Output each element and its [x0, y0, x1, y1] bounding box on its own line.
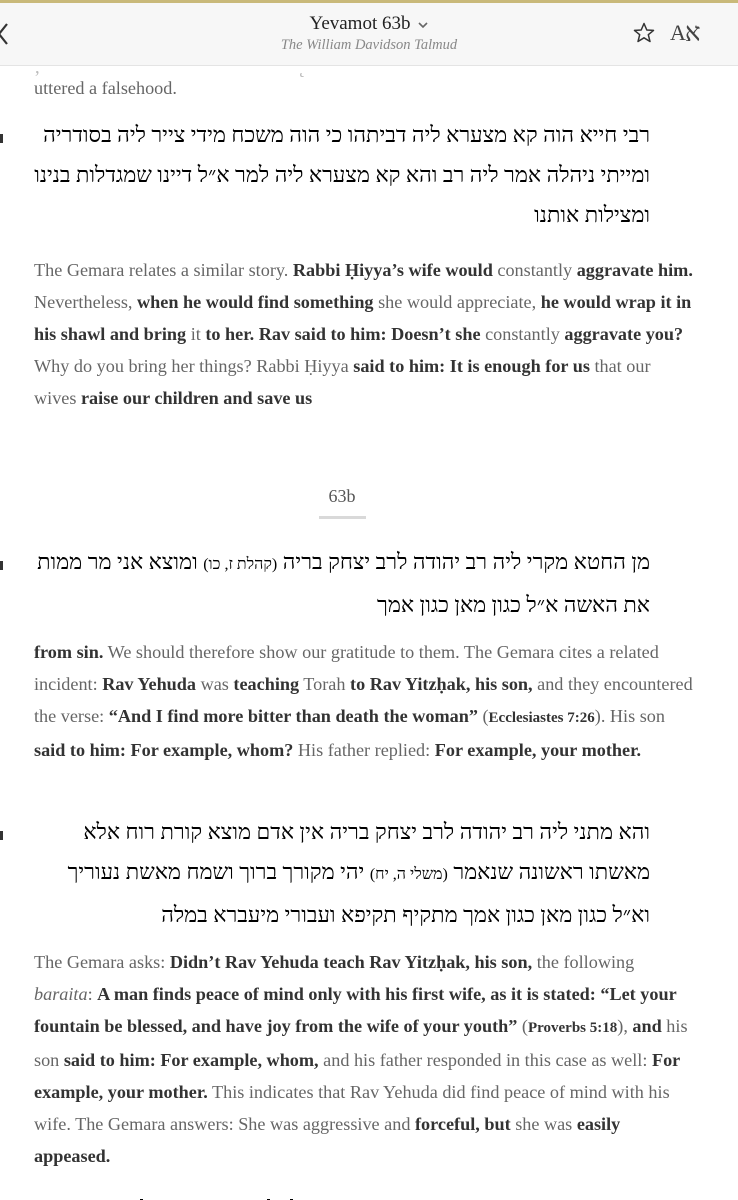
explanation-text: ( [517, 1016, 528, 1036]
bold-translation: and [632, 1016, 662, 1036]
bold-translation: For example, your mother. [34, 1050, 680, 1102]
page-title[interactable]: Yevamot 63b [309, 13, 411, 34]
font-size-icon: A [670, 20, 685, 45]
bold-translation: A man finds peace of mind only with his first wife, as it is stated: “Let your fountain be blessed, and have joy from the wife of your youth” [34, 984, 677, 1036]
explanation-text: was [196, 674, 234, 694]
hebrew-text [34, 812, 650, 935]
english-text [34, 636, 694, 766]
explanation-text: This indicates that Rav Yehuda did find peace of mind with his wife. The Gemara answers: She was aggressive and [34, 1082, 670, 1134]
section-label: 63b [328, 486, 356, 506]
hebrew-verse-reference[interactable]: (משלי ה, יח) [369, 866, 448, 883]
english-text [34, 946, 694, 1172]
app-header [0, 3, 738, 66]
explanation-text: his son [34, 1016, 688, 1070]
verse-reference-link[interactable]: Proverbs 5:18 [527, 1020, 618, 1036]
hebrew-text: רבי חייא הוה קא מצערא ליה דביתהו כי הוה משכח מידי צייר ליה בסודריה ומייתי ניהלה אמר ליה רב והא קא מצערא ליה למר א״ל דיינו שמגדלות בנינו ומצילות אותנו [34, 122, 650, 227]
bold-translation: forceful, but [414, 1114, 511, 1134]
bold-translation: For example, your mother. [434, 740, 642, 760]
explanation-text: and his father responded in this case as well: [318, 1050, 652, 1070]
hebrew-segment: מן החטא מקרי ליה רב יהודה לרב יצחק בריה [277, 549, 650, 574]
explanation-text: Torah [299, 674, 351, 694]
english-text [34, 72, 694, 104]
bold-translation: Rav Yehuda [102, 674, 197, 694]
verse-reference-link[interactable]: Ecclesiastes 7:26 [488, 710, 595, 726]
explanation-text: ( [477, 706, 489, 726]
header-title-group [0, 13, 738, 54]
explanation-text: Why do you bring her things? Rabbi Ḥiyya [34, 356, 354, 376]
explanation-text: His father replied: [293, 740, 435, 760]
bold-translation: said to him: For example, whom, [63, 1050, 319, 1070]
bold-translation: he would wrap it in his shawl and bring [34, 292, 692, 344]
bold-translation: raise our children and save us [80, 388, 313, 408]
clipped-hebrew-fragment [140, 1194, 293, 1200]
bold-translation: when he would find something [137, 292, 374, 312]
explanation-text: she would appreciate, [373, 292, 541, 312]
bold-translation: “And I find more bitter than death the woman” [108, 706, 478, 726]
explanation-text: and they encountered the verse: [34, 674, 693, 726]
explanation-text: it [186, 324, 206, 344]
explanation-text: We should therefore show our gratitude to them. The Gemara cites a related incident: [34, 642, 659, 694]
bold-translation: to her. Rav said to him: Doesn’t she [205, 324, 481, 344]
explanation-text: constantly [480, 324, 565, 344]
segment-marker [0, 134, 3, 143]
reader-content[interactable] [0, 66, 738, 1200]
explanation-text: The Gemara relates a similar story. [34, 260, 293, 280]
font-size-button[interactable] [670, 17, 710, 49]
explanation-text: The Gemara asks: [34, 952, 170, 972]
book-selector[interactable] [310, 13, 429, 35]
bold-translation: from sin. [34, 642, 104, 662]
bold-translation: Didn’t Rav Yehuda teach Rav Yitzḥak, his son, [169, 952, 533, 972]
bold-translation: aggravate him. [576, 260, 693, 280]
hebrew-text [34, 542, 650, 625]
bold-translation: Rabbi Ḥiyya’s wife would [292, 260, 493, 280]
bold-translation: aggravate you? [564, 324, 684, 344]
hebrew-segment: יהי מקורך ברוך ושמח מאשת נעוריך וא״ל כגון מאן כגון אמך מתקיף תקיפא ועבורי מיעברא במלה [67, 859, 650, 927]
segment-marker [0, 561, 3, 570]
section-divider [319, 516, 366, 519]
english-text [34, 254, 694, 414]
segment-marker [0, 831, 3, 840]
explanation-text: Nevertheless, [34, 292, 138, 312]
bold-translation: to Rav Yitzḥak, his son, [350, 674, 533, 694]
hebrew-segment: והא מתני ליה רב יהודה לרב יצחק בריה אין אדם מוצא קורת רוח אלא מאשתו ראשונה שנאמר [83, 819, 650, 884]
explanation-text: she was [510, 1114, 577, 1134]
explanation-text: the following [532, 952, 635, 972]
bold-translation: said to him: For example, whom? [34, 740, 294, 760]
explanation-text: uttered a falsehood. [34, 78, 177, 98]
explanation-text: ), [617, 1016, 633, 1036]
hebrew-aleph-icon: א [684, 18, 700, 47]
explanation-text: : [87, 984, 98, 1004]
explanation-text: ). His son [594, 706, 665, 726]
star-bookmark-icon[interactable] [632, 21, 656, 45]
chevron-down-icon[interactable] [417, 19, 429, 31]
bold-translation: said to him: It is enough for us [353, 356, 590, 376]
bold-translation: easily appeased. [34, 1114, 621, 1166]
page-subtitle: The William Davidson Talmud [280, 37, 458, 53]
italic-term: baraita [34, 984, 88, 1004]
bold-translation: teaching [233, 674, 300, 694]
clipped-text-fragment: ‚ ˛ [34, 66, 308, 78]
hebrew-verse-reference[interactable]: (קהלת ז, כו) [203, 556, 278, 573]
explanation-text: constantly [492, 260, 577, 280]
explanation-text: that our wives [34, 356, 651, 408]
hebrew-segment: ומוצא אני מר ממות את האשה א״ל כגון מאן כגון אמך [37, 549, 650, 617]
